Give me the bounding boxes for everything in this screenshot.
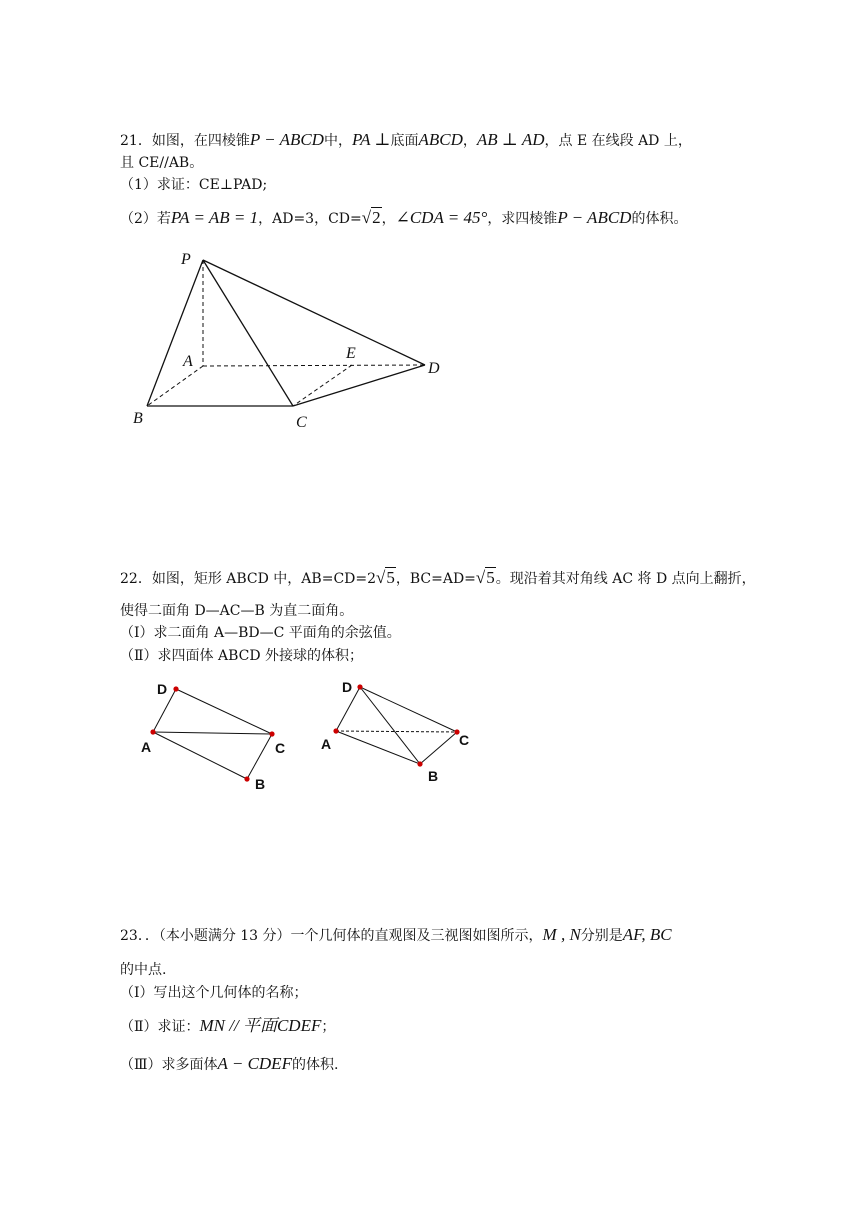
fig2-label-C: C: [459, 732, 470, 748]
q23-part3: （Ⅲ）求多面体A − CDEF的体积.: [120, 1054, 339, 1073]
q22-line1: 22．如图，矩形 ABCD 中，AB=CD=2√5，BC=AD=√5。现沿着其对角线 AC 将 D 点向上翻折，: [120, 568, 756, 587]
fig1-label-B: B: [255, 776, 266, 792]
rectangle-figure: [153, 689, 272, 779]
sqrt-5-b: √5: [475, 568, 495, 587]
folded-figure: [336, 687, 457, 764]
math-abcd: ABCD: [418, 130, 463, 149]
math-mn-parallel: MN // 平面CDEF: [199, 1016, 322, 1035]
math-acdef: A − CDEF: [217, 1054, 292, 1073]
math-pyramid-2: P − ABCD: [557, 208, 632, 227]
fig1-label-D: D: [157, 681, 168, 697]
q21-line1: 21．如图，在四棱锥P − ABCD中，PA ⊥底面ABCD，AB ⊥ AD，点 E 在线段 AD 上，: [120, 130, 692, 149]
label-A: A: [183, 353, 193, 370]
fig2-label-B: B: [428, 768, 439, 784]
q21-part2: （2）若PA = AB = 1，AD=3，CD=√2，∠CDA = 45°，求四棱锥P − ABCD的体积。: [120, 208, 688, 227]
fig1-label-A: A: [141, 739, 152, 755]
fig1-label-C: C: [275, 740, 286, 756]
dot-B2: [417, 761, 422, 766]
math-pa-perp: PA ⊥: [351, 130, 391, 149]
math-ab-perp-ad: AB ⊥ AD: [476, 130, 545, 149]
q22-part1: （Ⅰ）求二面角 A—BD—C 平面角的余弦值。: [120, 625, 401, 641]
dot-C1: [269, 731, 274, 736]
label-P: P: [181, 251, 191, 268]
sqrt-5-a: √5: [376, 568, 395, 587]
label-B: B: [133, 410, 143, 427]
math-angle: ∠CDA = 45°: [395, 208, 488, 227]
label-D: D: [428, 360, 440, 377]
label-E: E: [346, 345, 356, 362]
math-pa-ab: PA = AB = 1: [170, 208, 259, 227]
q23-part1: （Ⅰ）写出这个几何体的名称；: [120, 985, 308, 1001]
q22-line2: 使得二面角 D—AC—B 为直二面角。: [120, 603, 354, 619]
fig2-label-D: D: [342, 679, 353, 695]
q21-part1: （1）求证：CE⊥PAD;: [120, 177, 268, 193]
sqrt-2: √2: [361, 208, 381, 227]
dot-A1: [150, 729, 155, 734]
q23-line2: 的中点.: [120, 962, 167, 978]
dot-D2: [357, 684, 362, 689]
q23-part2: （Ⅱ）求证：MN // 平面CDEF；: [120, 1016, 336, 1035]
math-afbc: AF, BC: [622, 925, 672, 944]
math-mn: M , N: [542, 925, 581, 944]
dot-A2: [333, 728, 338, 733]
q22-part2: （Ⅱ）求四面体 ABCD 外接球的体积；: [120, 648, 364, 664]
math-pyramid: P − ABCD: [249, 130, 324, 149]
q23-line1: 23．．（本小题满分 13 分）一个几何体的直观图及三视图如图所示，M , N分别是AF, BC: [120, 925, 672, 944]
dot-D1: [173, 686, 178, 691]
q21-line2: 且 CE//AB。: [120, 155, 204, 171]
label-C: C: [296, 414, 307, 431]
fig2-label-A: A: [321, 736, 332, 752]
dot-B1: [244, 776, 249, 781]
